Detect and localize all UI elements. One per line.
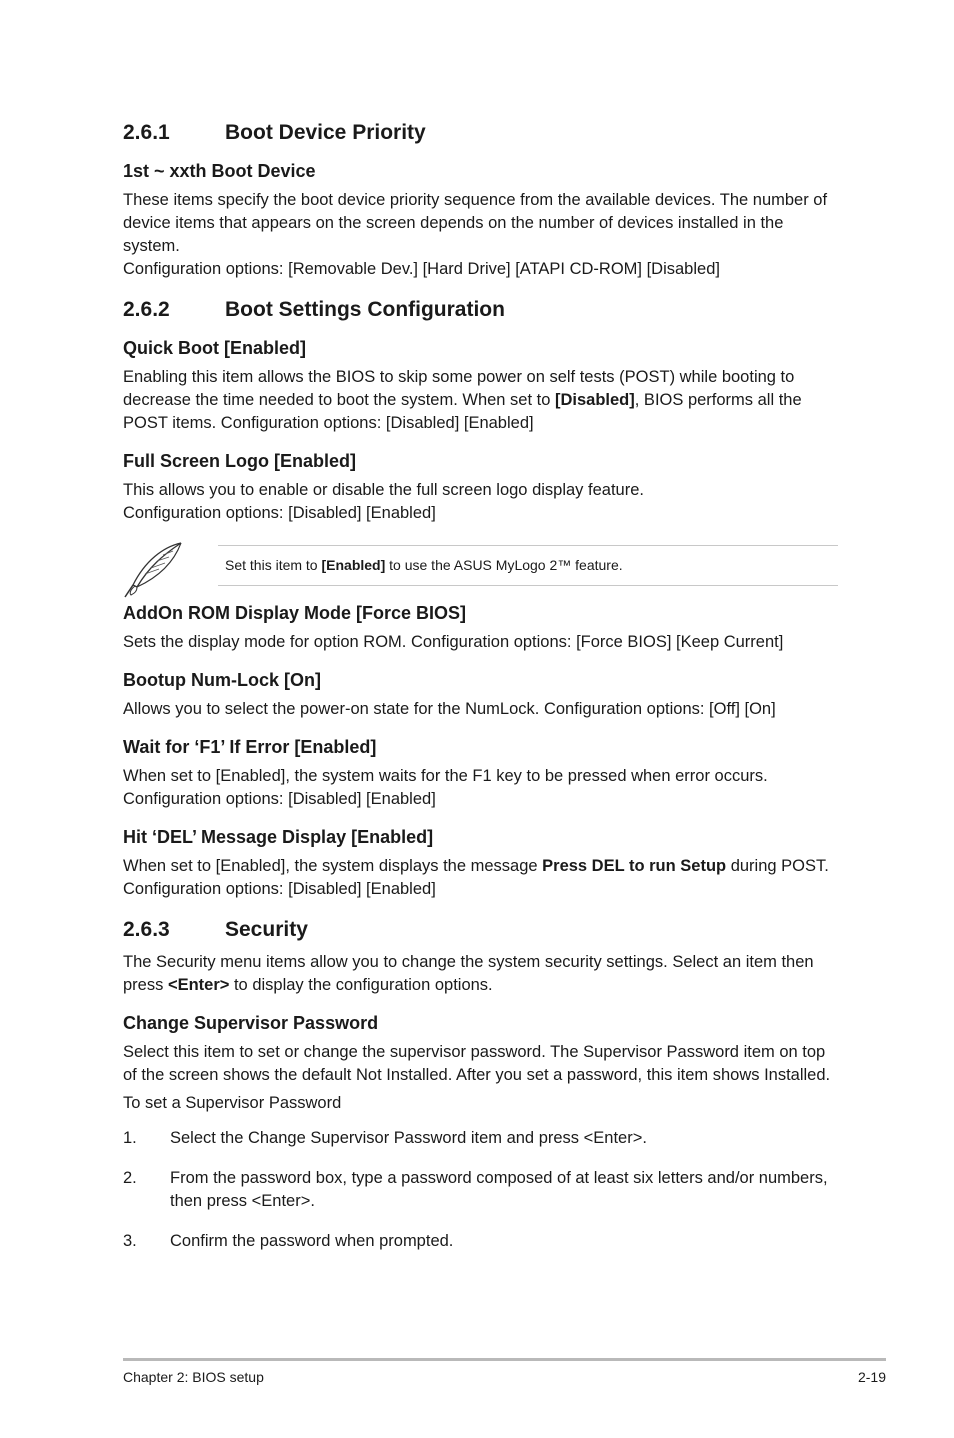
bold-text: Press DEL to run Setup <box>542 857 727 875</box>
section-number: 2.6.3 <box>123 918 170 941</box>
section-title: Boot Device Priority <box>225 121 426 144</box>
item-title-hit-del: Hit ‘DEL’ Message Display [Enabled] <box>123 827 434 847</box>
bold-text: [Disabled] <box>555 391 635 409</box>
wait-f1-description: When set to [Enabled], the system waits for the F1 key to be pressed when error occurs. <box>123 767 768 785</box>
page-content <box>123 118 838 1270</box>
list-item <box>123 1167 838 1213</box>
boot-device-options: Configuration options: [Removable Dev.] [Hard Drive] [ATAPI CD-ROM] [Disabled] <box>123 260 720 278</box>
full-logo-description: This allows you to enable or disable the full screen logo display feature. <box>123 481 644 499</box>
boot-device-description: These items specify the boot device priority sequence from the available devices. The number of device items that appears on the screen depends on the number of devices installed in the system. <box>123 191 828 255</box>
text-run: during POST. Configuration options: [Disabled] [Enabled] <box>123 857 829 898</box>
text-run: to use the ASUS MyLogo 2™ feature. <box>385 557 623 573</box>
text-run: The Security menu items allow you to change the system security settings. Select an item then press <box>123 953 814 994</box>
hit-del-description <box>123 855 838 901</box>
section-title: Boot Settings Configuration <box>225 298 505 321</box>
full-logo-options: Configuration options: [Disabled] [Enabled] <box>123 504 436 522</box>
step-text: From the password box, type a password composed of at least six letters and/or numbers, then press <Enter>. <box>170 1169 828 1210</box>
footer-page-number: 2-19 <box>857 1369 886 1385</box>
item-title-wait-f1: Wait for ‘F1’ If Error [Enabled] <box>123 737 377 757</box>
text-run: , BIOS performs all the POST items. Configuration options: [Disabled] [Enabled] <box>123 391 802 432</box>
wait-f1-options: Configuration options: [Disabled] [Enabled] <box>123 790 436 808</box>
supervisor-password-howto: To set a Supervisor Password <box>123 1094 342 1112</box>
item-title-numlock: Bootup Num-Lock [On] <box>123 670 321 690</box>
addon-rom-description: Sets the display mode for option ROM. Configuration options: [Force BIOS] [Keep Current] <box>123 633 784 651</box>
item-title-boot-device: 1st ~ xxth Boot Device <box>123 161 316 181</box>
note-text <box>225 555 623 575</box>
step-number: 3. <box>123 1232 137 1250</box>
text-run: Enabling this item allows the BIOS to skip some power on self tests (POST) while booting to decrease the time needed to boot the system. When set to <box>123 368 795 409</box>
section-heading-2-6-1 <box>123 118 838 148</box>
item-title-change-supervisor-password: Change Supervisor Password <box>123 1013 379 1033</box>
feather-pen-icon <box>123 541 185 599</box>
numlock-description: Allows you to select the power-on state for the NumLock. Configuration options: [Off] [On] <box>123 700 776 718</box>
step-text: Select the Change Supervisor Password item and press <Enter>. <box>170 1129 647 1147</box>
step-number: 1. <box>123 1129 137 1147</box>
section-number: 2.6.1 <box>123 121 170 144</box>
bold-text: [Enabled] <box>321 557 386 573</box>
item-title-full-screen-logo: Full Screen Logo [Enabled] <box>123 451 357 471</box>
section-number: 2.6.2 <box>123 298 170 321</box>
text-run: to display the configuration options. <box>229 976 493 994</box>
quick-boot-description <box>123 366 838 435</box>
item-title-addon-rom: AddOn ROM Display Mode [Force BIOS] <box>123 603 467 623</box>
list-item <box>123 1127 838 1150</box>
text-run: Set this item to <box>225 557 322 573</box>
step-number: 2. <box>123 1169 137 1187</box>
section-heading-2-6-3 <box>123 915 838 945</box>
security-description <box>123 951 838 997</box>
steps-list <box>123 1127 838 1253</box>
note-rule-top <box>218 545 838 546</box>
supervisor-password-description: Select this item to set or change the supervisor password. The Supervisor Password item on top of the screen shows the default Not Installed. After you set a password, this item shows Installed. <box>123 1043 831 1084</box>
footer-chapter: Chapter 2: BIOS setup <box>123 1369 264 1385</box>
step-text: Confirm the password when prompted. <box>170 1232 454 1250</box>
note-box <box>123 537 838 595</box>
list-item <box>123 1230 838 1253</box>
page-footer <box>123 1358 886 1385</box>
section-heading-2-6-2 <box>123 295 838 325</box>
section-title: Security <box>225 918 308 941</box>
note-rule-bottom <box>218 585 838 586</box>
item-title-quick-boot: Quick Boot [Enabled] <box>123 338 307 358</box>
bold-text: <Enter> <box>167 976 230 994</box>
text-run: When set to [Enabled], the system displays the message <box>123 857 543 875</box>
